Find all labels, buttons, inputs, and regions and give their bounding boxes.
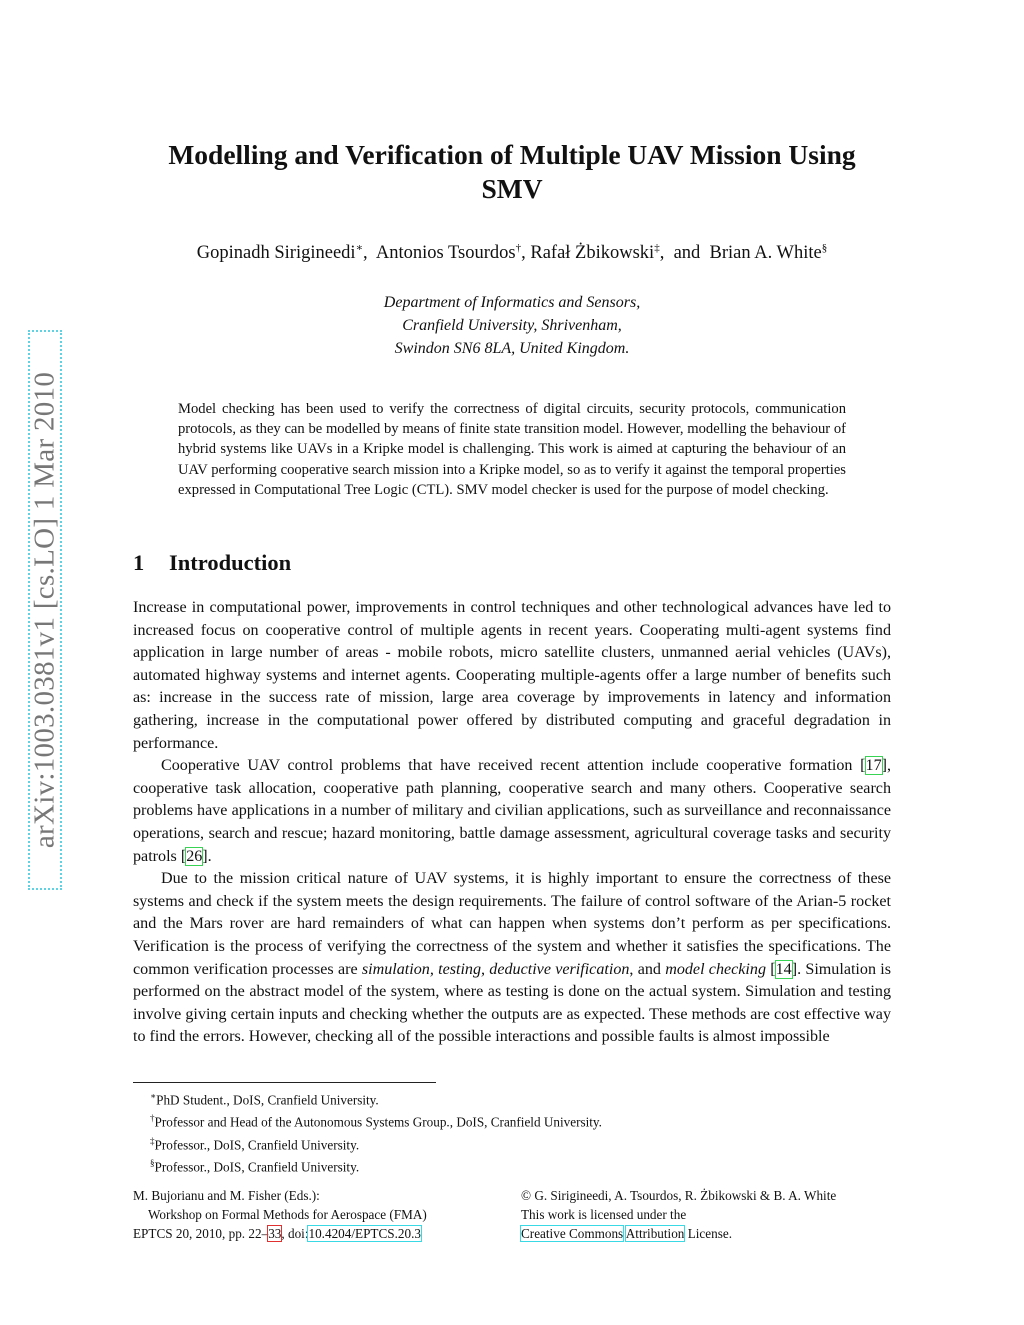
author-name: Rafał Żbikowski	[530, 243, 655, 264]
title-line-1: Modelling and Verification of Multiple UAV Mission Using	[168, 139, 856, 170]
license-link-line	[521, 1224, 901, 1243]
footnote	[150, 1154, 870, 1176]
arxiv-identifier: arXiv:1003.0381v1 [cs.LO] 1 Mar 2010	[28, 371, 61, 849]
emphasis-text: simulation, testing, deductive verification	[361, 960, 630, 978]
editors-line: M. Bujorianu and M. Fisher (Eds.):	[133, 1188, 320, 1203]
author-footnote-mark[interactable]: †	[515, 242, 522, 254]
paragraph: Increase in computational power, improvements in control techniques and other technological advances have led to increased focus on cooperative control of multiple agents in recent years. Cooperating multi-agent systems find application in large number of areas - mobile robots, micro satellite clusters, unmanned aerial vehicles (UAVs), automated highway systems and internet agents. Cooperating multiple-agents offer a large number of benefits such as: increase in the success rate of mission, large area coverage by improvements in latency and information gathering, increase in the computational power offered by distributed computing and graceful degradation in performance.	[133, 599, 891, 752]
paragraph-text: ]. Simulation is performed on the abstract model of the system, where as testing is done on the actual system. Simulation and testing involve giving certain inputs and checking whether the outputs are as expected. These methods are cost effective way to find the errors. However, checking all of the possible interactions and possible faults is almost impossible	[133, 960, 891, 1046]
doi-link[interactable]: 10.4204/EPTCS.20.3	[308, 1226, 421, 1241]
footnotes	[150, 1087, 870, 1177]
paragraph	[133, 868, 891, 1049]
footnote	[150, 1109, 870, 1131]
eptcs-line	[133, 1224, 503, 1243]
attribution-link[interactable]: Attribution	[625, 1226, 685, 1241]
last-page-link[interactable]: 33	[268, 1226, 282, 1241]
doi-label: , doi:	[281, 1226, 309, 1241]
author-name: Antonios Tsourdos	[375, 243, 516, 264]
footnote	[150, 1132, 870, 1154]
footnote-divider	[133, 1082, 436, 1083]
affiliation	[133, 291, 891, 360]
section-number: 1	[133, 550, 145, 575]
affiliation-line: Cranfield University, Shrivenham,	[402, 317, 622, 334]
paragraph-text: ].	[202, 847, 212, 865]
copyright-line: © G. Sirigineedi, A. Tsourdos, R. Żbikowski & B. A. White	[521, 1188, 837, 1203]
author-footnote-mark[interactable]: ∗	[355, 242, 364, 254]
author-footnote-mark[interactable]: ‡	[654, 242, 660, 254]
emphasis-text: model checking	[665, 960, 766, 978]
footnote-mark: ‡	[150, 1135, 155, 1146]
arxiv-stamp[interactable]	[28, 330, 62, 890]
citation-link[interactable]: 14	[775, 960, 792, 978]
title-line-2: SMV	[481, 173, 543, 204]
affiliation-line: Department of Informatics and Sensors,	[383, 294, 641, 311]
paper-title	[133, 138, 891, 206]
paragraph-text: , and	[629, 960, 666, 978]
footnote	[150, 1087, 870, 1109]
author-name: Gopinadh Sirigineedi	[196, 243, 356, 264]
license-info	[521, 1186, 901, 1243]
paragraph-text: ], cooperative task allocation, cooperative path planning, cooperative search and many others. Cooperative search problems have applications in a number of military and civilian applications, such as surveillance and reconnaissance operations, search and rescue; hazard monitoring, battle damage assessment, agricultural coverage tasks and security patrols [	[133, 757, 891, 865]
author-list: Gopinadh Sirigineedi∗, Antonios Tsourdos†, Rafał Żbikowski‡, and Brian A. White§	[196, 242, 828, 264]
section-title: Introduction	[169, 550, 292, 575]
citation-link[interactable]: 26	[186, 847, 203, 865]
footnote-mark: †	[150, 1113, 155, 1124]
paragraph-text: [	[766, 960, 776, 978]
footnote-text: PhD Student., DoIS, Cranfield University.	[156, 1092, 379, 1108]
footnote-mark: §	[150, 1158, 155, 1169]
paragraph-text: Cooperative UAV control problems that have received recent attention include cooperative formation [	[161, 757, 866, 775]
introduction-body	[133, 597, 891, 1049]
section-heading	[133, 550, 291, 576]
author-footnote-mark[interactable]: §	[821, 242, 828, 254]
citation-link[interactable]: 17	[865, 757, 882, 775]
publication-info	[133, 1186, 503, 1243]
footnote-mark: ∗	[150, 1091, 157, 1101]
footnote-text: Professor., DoIS, Cranfield University.	[154, 1159, 360, 1175]
paragraph	[133, 755, 891, 868]
paragraph-text: Due to the mission critical nature of UAV systems, it is highly important to ensure the correctness of these systems and check if the system meets the design requirements. The failure of control software of the Arian-5 rocket and the Mars rover are hard remainders of what can happen when systems don’t perform as per specifications. Verification is the process of verifying the correctness of the system and whether it satisfies the specifications. The common verification processes are	[133, 870, 891, 978]
footnote-text: Professor and Head of the Autonomous Systems Group., DoIS, Cranfield University.	[154, 1114, 602, 1130]
creative-commons-link[interactable]: Creative Commons	[521, 1226, 624, 1241]
license-suffix: License.	[684, 1226, 733, 1241]
author-name: Brian A. White	[709, 243, 822, 264]
license-line: This work is licensed under the	[521, 1207, 687, 1222]
abstract: Model checking has been used to verify the correctness of digital circuits, security protocols, communication protocols, as they can be modelled by means of finite state transition model. However, modelling the behaviour of hybrid systems like UAVs in a Kripke model is challenging. This work is aimed at capturing the behaviour of an UAV performing cooperative search mission into a Kripke model, so as to verify it against the temporal properties expressed in Computational Tree Logic (CTL). SMV model checker is used for the purpose of model checking.	[178, 401, 846, 498]
eptcs-text: EPTCS 20, 2010, pp. 22–	[133, 1226, 269, 1241]
workshop-line: Workshop on Formal Methods for Aerospace (FMA)	[148, 1207, 427, 1222]
author-conjunction: and	[673, 243, 701, 264]
footnote-text: Professor., DoIS, Cranfield University.	[154, 1137, 360, 1153]
affiliation-line: Swindon SN6 8LA, United Kingdom.	[394, 340, 630, 357]
